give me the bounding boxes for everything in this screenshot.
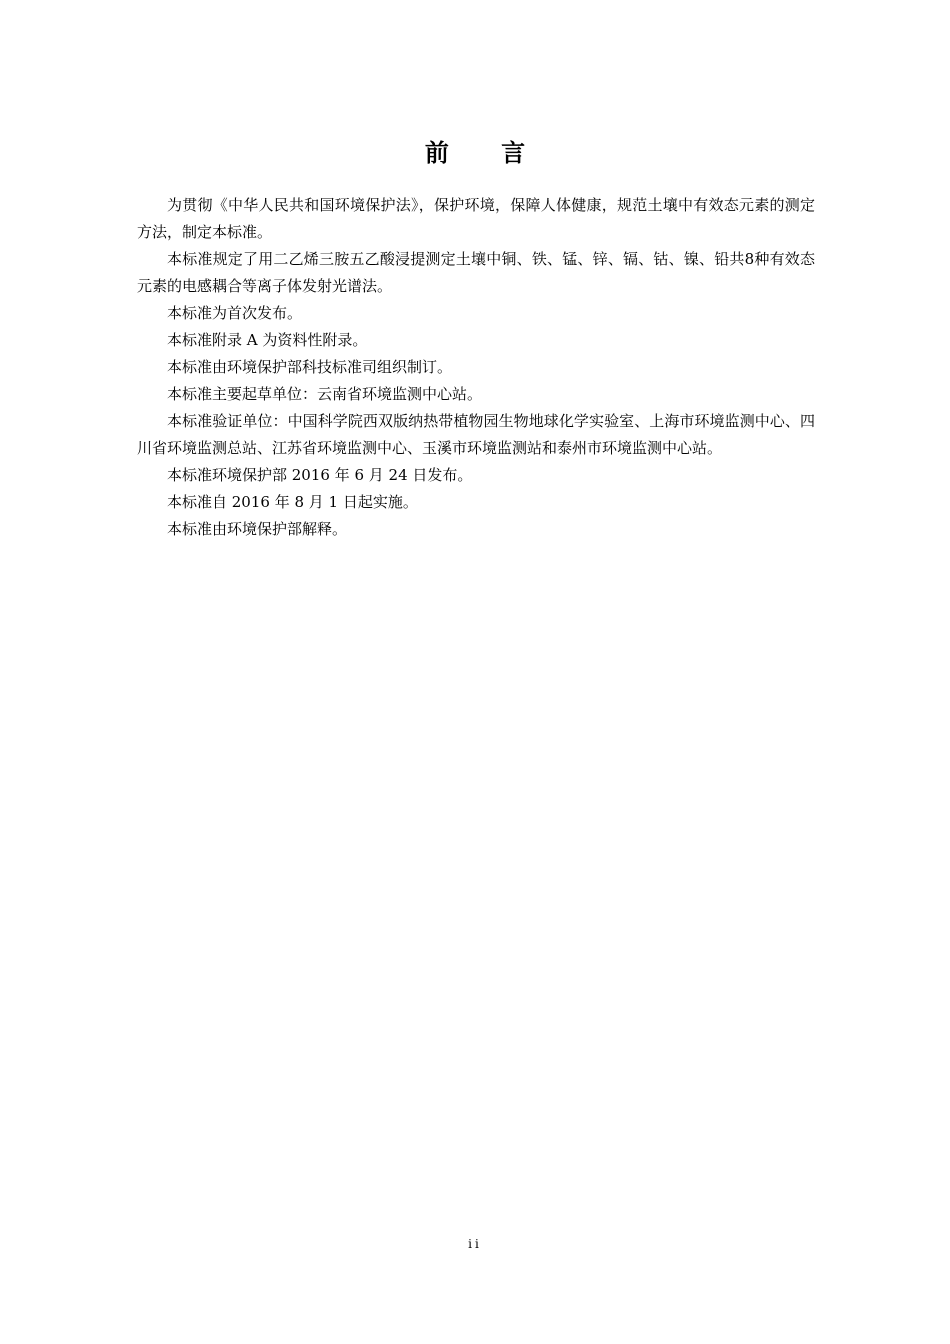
paragraph-organizer: 本标准由环境保护部科技标准司组织制订。: [167, 358, 453, 376]
page-title: 前 言: [424, 139, 548, 167]
paragraph-scope: 本标准规定了用二乙烯三胺五乙酸浸提测定土壤中铜、铁、锰、锌、镉、钴、镍、铅共8种有效态元素的电感耦合等离子体发射光谱法。: [137, 250, 815, 295]
paragraph-effective-date: 本标准自 2016 年 8 月 1 日起实施。: [167, 493, 418, 511]
paragraph-interpretation: 本标准由环境保护部解释。: [167, 520, 348, 538]
page-number: ii: [468, 1237, 482, 1251]
preface-body: [137, 192, 815, 543]
paragraph-validation-units: 本标准验证单位：中国科学院西双版纳热带植物园生物地球化学实验室、上海市环境监测中心、四川省环境监测总站、江苏省环境监测中心、玉溪市环境监测站和泰州市环境监测中心站。: [137, 412, 815, 457]
paragraph-appendix: 本标准附录 A 为资料性附录。: [167, 331, 368, 349]
paragraph-drafting-unit: 本标准主要起草单位：云南省环境监测中心站。: [167, 385, 483, 403]
paragraph-purpose: 为贯彻《中华人民共和国环境保护法》，保护环境，保障人体健康，规范土壤中有效态元素的测定方法，制定本标准。: [137, 196, 815, 241]
paragraph-first-release: 本标准为首次发布。: [167, 304, 303, 322]
paragraph-publish-date: 本标准环境保护部 2016 年 6 月 24 日发布。: [167, 466, 473, 484]
